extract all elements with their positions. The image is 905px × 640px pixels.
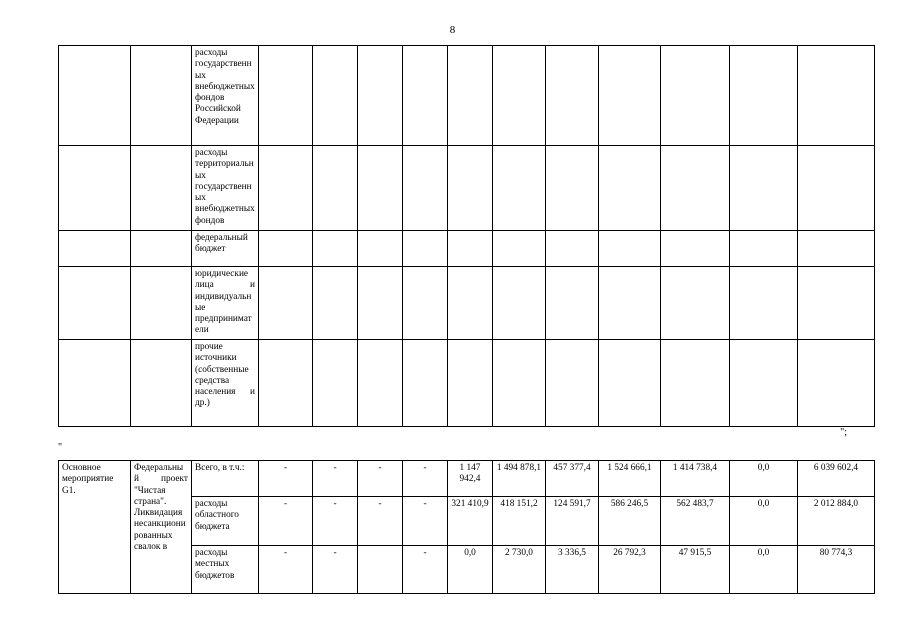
table-cell: 26 792,3 [599,546,661,594]
table-cell [661,231,730,267]
table-cell [358,46,403,146]
table-cell [730,146,798,231]
table-cell [599,340,661,427]
table-cell [448,146,493,231]
table-cell: - [259,546,313,594]
activity-name: Основное мероприятие G1. [59,461,131,594]
table-cell [798,340,875,427]
table-cell [403,146,448,231]
table-cell [448,46,493,146]
table-cell: 457 377,4 [546,461,599,497]
table-cell: 1 414 738,4 [661,461,730,497]
table-cell [599,267,661,340]
table-cell: 0,0 [448,546,493,594]
table-cell [798,267,875,340]
table-cell: - [403,546,448,594]
table-cell [546,267,599,340]
table-cell [59,267,131,340]
table-cell: 6 039 602,4 [798,461,875,497]
table-cell [546,231,599,267]
table-cell [259,146,313,231]
table-cell [313,340,358,427]
table-cell [131,231,192,267]
table-cell [546,340,599,427]
table-cell [59,340,131,427]
table-cell [730,46,798,146]
table-cell [661,146,730,231]
table-cell [403,46,448,146]
table-cell: 2 730,0 [493,546,546,594]
table-cell [313,231,358,267]
funding-source-label: расходы областного бюджета [192,497,259,546]
table-cell: - [358,497,403,546]
table-cell: 562 483,7 [661,497,730,546]
project-name: Федеральный проект "Чистая страна". Ликвидация несанкционированных свалок в [131,461,192,594]
table-cell: - [403,497,448,546]
table-cell: - [259,497,313,546]
table-cell [358,231,403,267]
table-cell [661,46,730,146]
table-cell [448,267,493,340]
table-cell [259,340,313,427]
opening-quote: " [58,442,63,453]
table-cell: 124 591,7 [546,497,599,546]
closing-quote: "; [840,427,847,438]
table-cell [358,340,403,427]
table-cell [358,267,403,340]
table-cell [131,46,192,146]
table-cell [448,231,493,267]
table-cell [493,340,546,427]
table-cell [131,340,192,427]
table-cell [599,146,661,231]
table-cell [59,46,131,146]
table-cell: 47 915,5 [661,546,730,594]
table-cell: 2 012 884,0 [798,497,875,546]
table-cell: - [403,461,448,497]
table-cell: - [313,461,358,497]
table-cell [403,267,448,340]
table-cell: - [313,546,358,594]
table-row [59,46,875,146]
table-row [59,340,875,427]
table-cell [403,231,448,267]
table-cell: 586 246,5 [599,497,661,546]
table-cell [599,46,661,146]
funding-source-label: федеральный бюджет [192,231,259,267]
table-cell [493,231,546,267]
table-cell [493,46,546,146]
table-cell: 3 336,5 [546,546,599,594]
table-row [59,461,875,497]
table-cell [493,146,546,231]
page-number: 8 [449,24,456,36]
table-cell [313,146,358,231]
table-cell [730,340,798,427]
table-cell: 1 524 666,1 [599,461,661,497]
funding-source-label: расходы государственных внебюджетных фондов Российской Федерации [192,46,259,146]
table-cell [493,267,546,340]
table-cell: 0,0 [730,461,798,497]
table-cell [403,340,448,427]
funding-source-label: прочие источники (собственные средства населения и др.) [192,340,259,427]
table-cell: 0,0 [730,497,798,546]
table-cell [259,267,313,340]
budget-table-g1 [58,460,875,594]
table-cell: 418 151,2 [493,497,546,546]
table-cell [546,46,599,146]
table-cell [131,146,192,231]
table-cell [59,146,131,231]
table-cell: - [259,461,313,497]
table-cell [259,46,313,146]
funding-source-label: расходы территориальных государственных внебюджетных фондов [192,146,259,231]
table-cell: 1 494 878,1 [493,461,546,497]
table-cell [798,46,875,146]
funding-source-label: Всего, в т.ч.: [192,461,259,497]
table-cell: 0,0 [730,546,798,594]
table-cell [798,231,875,267]
table-cell [358,546,403,594]
table-cell [358,146,403,231]
table-cell [59,231,131,267]
table-cell [730,231,798,267]
table-cell [661,340,730,427]
table-cell: - [358,461,403,497]
table-cell [131,267,192,340]
table-cell [599,231,661,267]
funding-source-label: юридические лица и индивидуальные предприниматели [192,267,259,340]
table-cell: - [313,497,358,546]
budget-table-continued [58,45,875,427]
table-cell [313,267,358,340]
table-cell [546,146,599,231]
table-cell: 1 147 942,4 [448,461,493,497]
table-cell [730,267,798,340]
table-cell [313,46,358,146]
table-cell: 321 410,9 [448,497,493,546]
funding-source-label: расходы местных бюджетов [192,546,259,594]
table-cell [259,231,313,267]
table-row [59,267,875,340]
table-row [59,231,875,267]
table-cell [448,340,493,427]
table-row [59,146,875,231]
table-cell: 80 774,3 [798,546,875,594]
table-cell [661,267,730,340]
table-cell [798,146,875,231]
